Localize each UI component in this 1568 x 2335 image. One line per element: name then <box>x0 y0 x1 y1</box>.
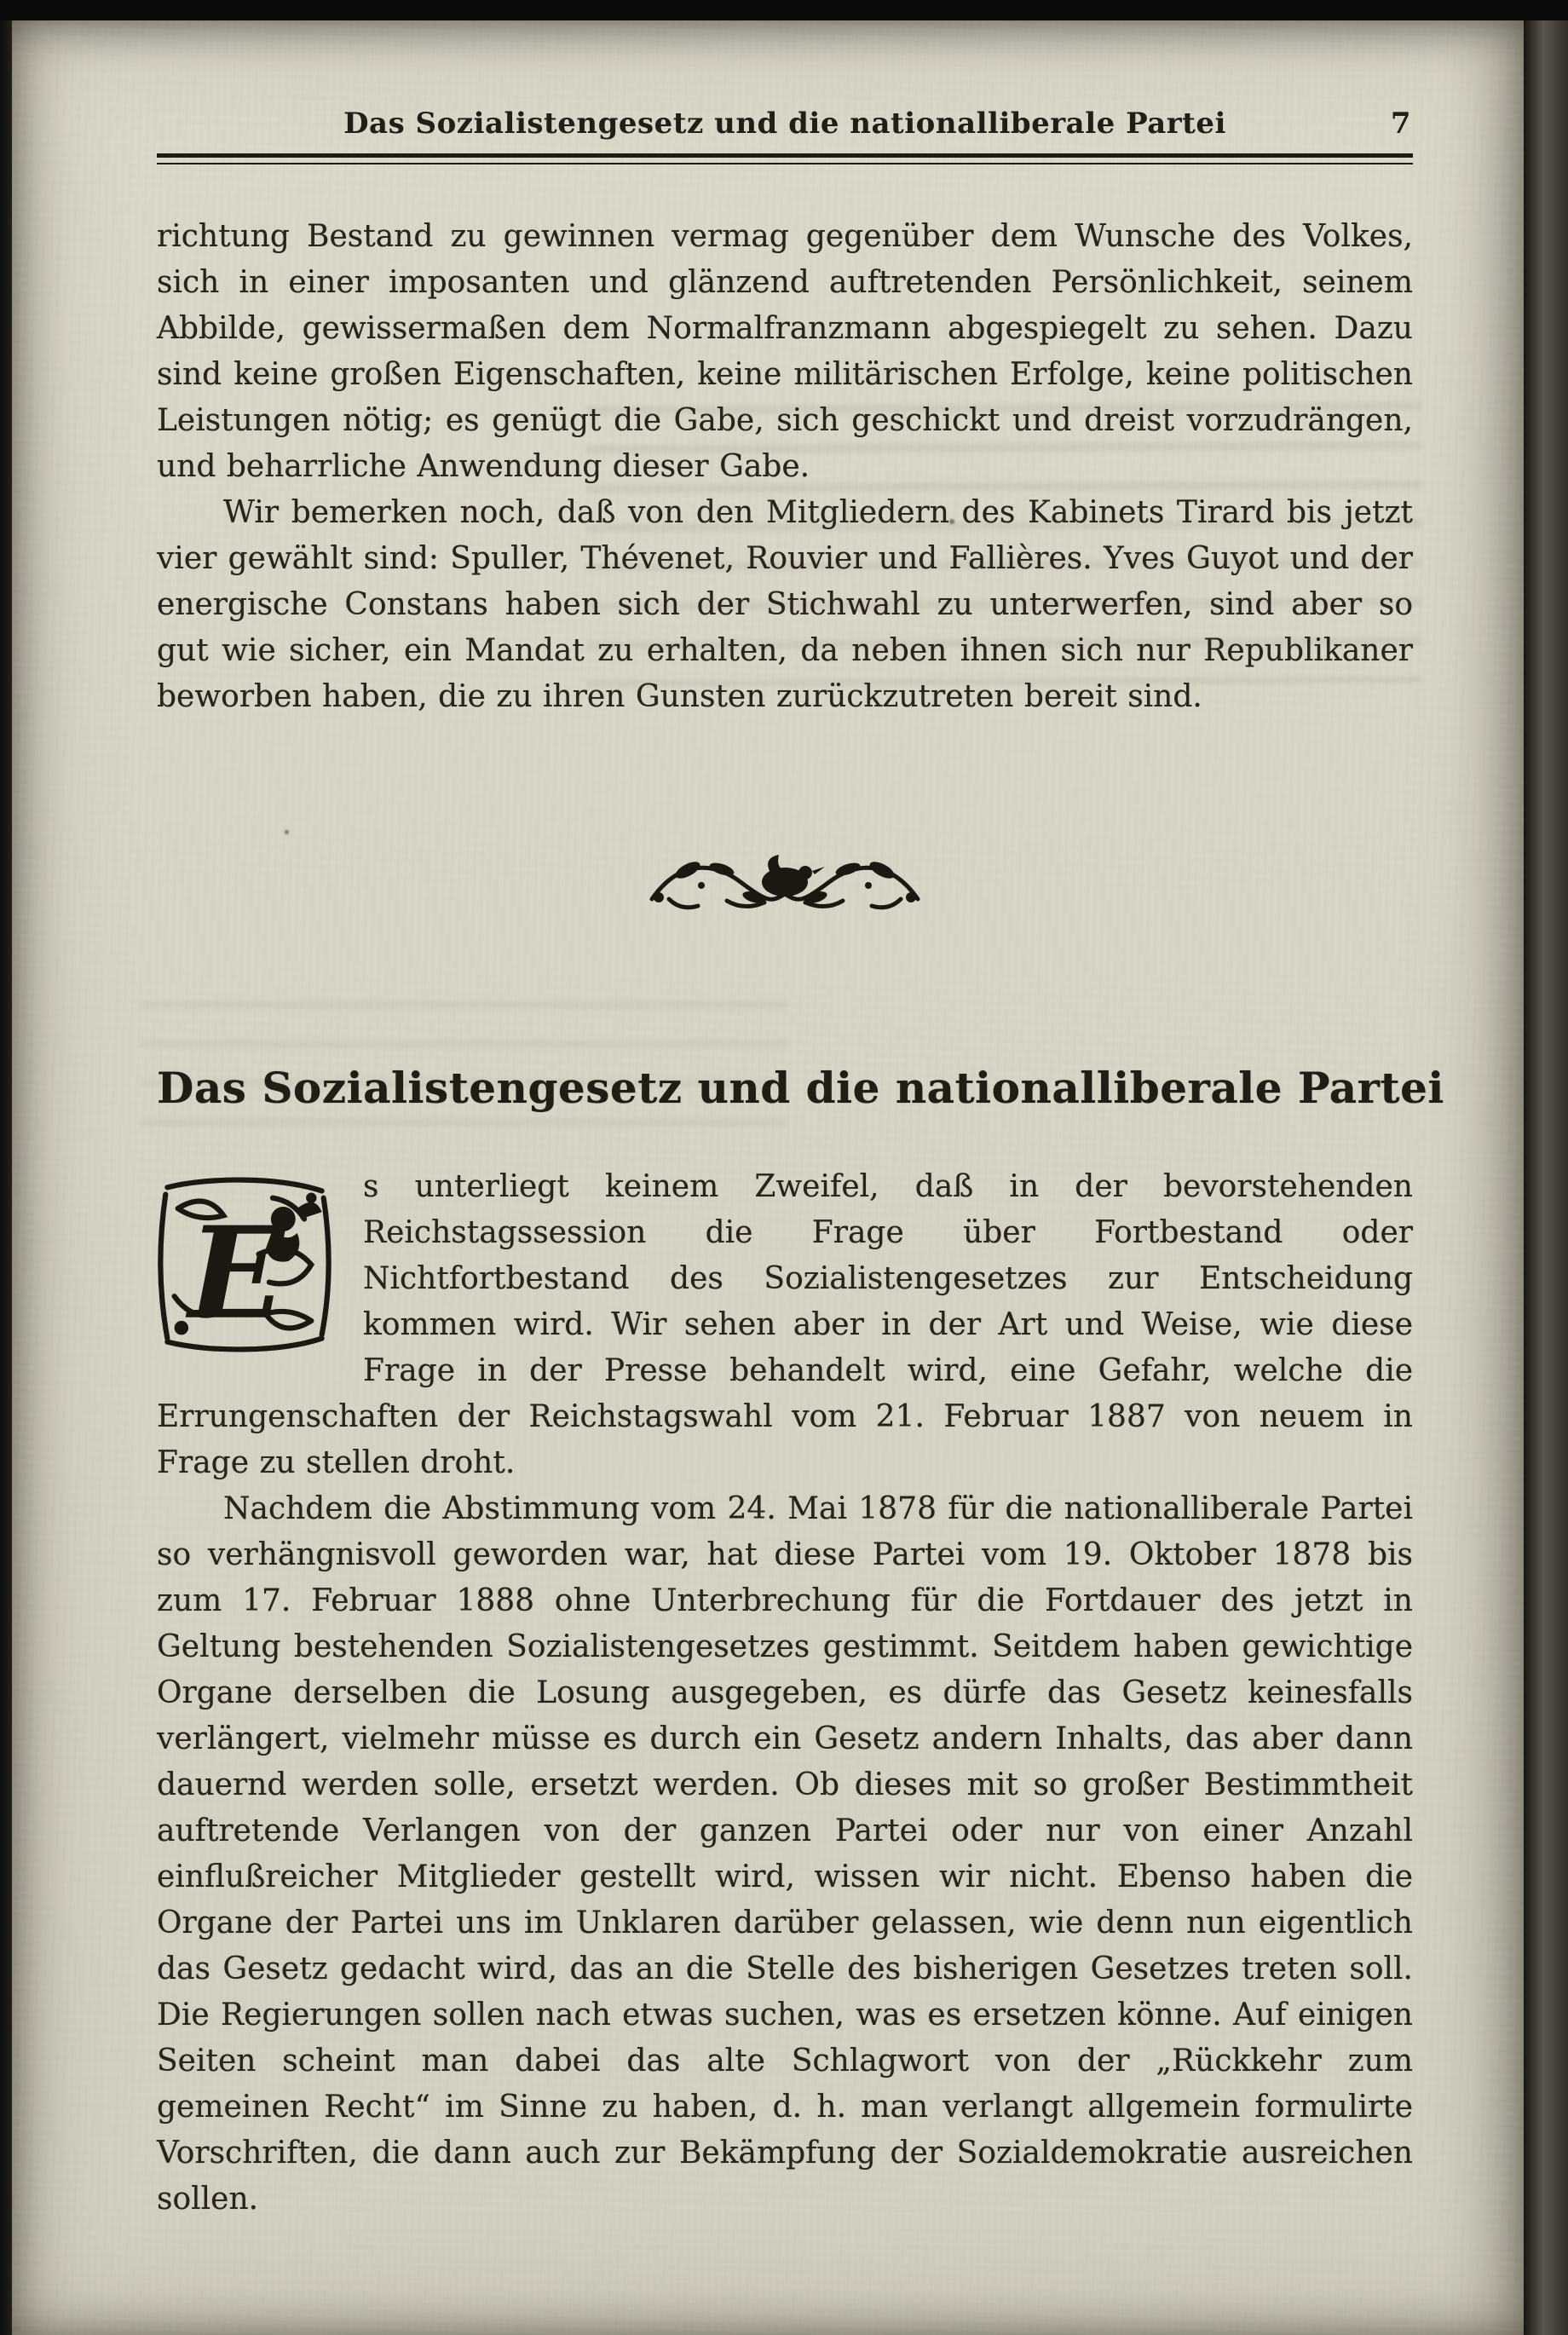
header-rule-thin <box>157 163 1413 164</box>
running-title: Das Sozialistengesetz und die nationalliberale Partei <box>343 107 1226 141</box>
running-head <box>157 106 1413 141</box>
floral-vignette-icon <box>642 848 928 920</box>
previous-article-end <box>157 214 1413 720</box>
page-body <box>157 214 1444 2223</box>
initial-woodcut-icon <box>157 1173 332 1357</box>
paragraph: Nachdem die Abstimmung vom 24. Mai 1878 für die nationalliberale Partei so verhängnisvoll geworden war, hat diese Partei vom 19. Oktober 1878 bis zum 17. Februar 1888 ohne Unterbrechung für die Fortdauer des jetzt in Geltung bestehenden Sozialistengesetzes gestimmt. Seitdem haben gewichtige Organe derselben die Losung ausgegeben, es dürfe das Gesetz keinesfalls verlängert, vielmehr müsse es durch ein Gesetz andern Inhalts, das aber dann dauernd werden solle, ersetzt werden. Ob dieses mit so großer Bestimmtheit auftretende Verlangen von der ganzen Partei oder nur von einer Anzahl einflußreicher Mitglieder gestellt wird, wissen wir nicht. Ebenso haben die Organe der Partei uns im Unklaren darüber gelassen, wie denn nun eigentlich das Gesetz gedacht wird, das an die Stelle des bisherigen Gesetzes treten soll. Die Regierungen sollen nach etwas suchen, was es ersetzen könne. Auf einigen Seiten scheint man dabei das alte Schlagwort von der „Rückkehr zum gemeinen Recht“ im Sinne zu haben, d. h. man verlangt allgemein formulirte Vorschriften, die dann auch zur Bekämpfung der Sozialdemokratie ausreichen sollen. <box>157 1490 1413 2217</box>
text-column <box>12 20 1524 2223</box>
page-number: 7 <box>1390 107 1411 141</box>
article-opening <box>157 1164 1413 1486</box>
section-divider <box>642 848 928 923</box>
book-page <box>12 20 1524 2335</box>
header-rule-thick <box>157 153 1413 158</box>
article-title: Das Sozialistengesetz und die nationalliberale Partei <box>157 1063 1444 1113</box>
scan-edge-right <box>1524 0 1568 2335</box>
scan-edge-top <box>0 0 1568 20</box>
ornamental-initial <box>157 1173 332 1357</box>
paragraph: s unterliegt keinem Zweifel, daß in der bevorstehenden Reichstagssession die Frage über Fortbestand oder Nichtfortbestand des Sozialistengesetzes zur Entscheidung kommen wird. Wir sehen aber in der Art und Weise, wie diese Frage in der Presse behandelt wird, eine Gefahr, welche die Errungenschaften der Reichstagswahl vom 21. Februar 1887 von neuem in Frage zu stellen droht. <box>157 1168 1413 1480</box>
paragraph: Wir bemerken noch, daß von den Mitgliedern des Kabinets Tirard bis jetzt vier gewählt sind: Spuller, Thévenet, Rouvier und Fallières. Yves Guyot und der energische Constans haben sich der Stichwahl zu unterwerfen, sind aber so gut wie sicher, ein Mandat zu erhalten, da neben ihnen sich nur Republikaner beworben haben, die zu ihren Gunsten zurückzutreten bereit sind. <box>157 495 1413 714</box>
drop-cap-letter: E <box>188 1198 285 1347</box>
page-header <box>157 106 1413 164</box>
scan-edge-left <box>0 0 12 2335</box>
paragraph: richtung Bestand zu gewinnen vermag gegenüber dem Wunsche des Volkes, sich in einer imposanten und glänzend auftretenden Persönlichkeit, seinem Abbilde, gewissermaßen dem Normalfranzmann abgespiegelt zu sehen. Dazu sind keine großen Eigenschaften, keine militärischen Erfolge, keine politischen Leistungen nötig; es genügt die Gabe, sich geschickt und dreist vorzudrängen, und beharrliche Anwendung dieser Gabe. <box>157 219 1413 484</box>
